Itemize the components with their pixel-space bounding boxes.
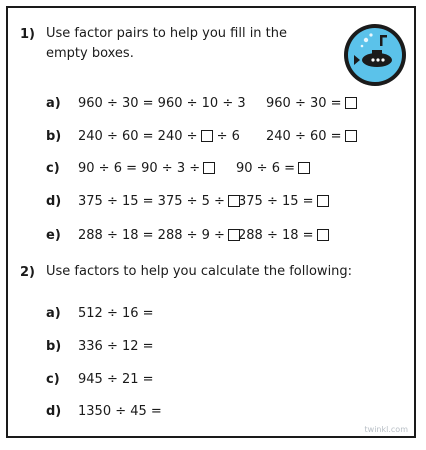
q1-part-a-right-expr [266,96,357,112]
question-2-text: Use factors to help you calculate the following: [46,264,353,279]
worksheet [6,6,416,438]
answer-box[interactable] [317,229,329,241]
q2-part-c-label: c) [46,372,60,387]
answer-box[interactable] [317,195,329,207]
q1-part-c-label: c) [46,161,60,176]
q1-part-a-left-text: 960 ÷ 30 = 960 ÷ 10 ÷ 3 [78,96,246,111]
q1-part-e-right-text: 288 ÷ 18 = [238,228,314,243]
answer-box[interactable] [203,162,215,174]
q1-part-b-left-text: 240 ÷ 60 = 240 ÷ [78,129,198,144]
answer-box[interactable] [345,97,357,109]
answer-box[interactable] [345,130,357,142]
footer-watermark: twinkl.com [364,425,408,434]
q2-part-b-label: b) [46,339,62,354]
q2-part-a-expr: 512 ÷ 16 = [78,306,154,321]
answer-box[interactable] [298,162,310,174]
q1-part-b-left-tail: ÷ 6 [216,129,240,144]
submarine-icon [342,22,408,88]
q1-part-d-right-expr [238,194,329,210]
q1-part-b-right-text: 240 ÷ 60 = [266,129,342,144]
question-1-number: 1) [20,27,35,42]
q1-part-c-right-expr [236,161,310,177]
q1-part-a-right-text: 960 ÷ 30 = [266,96,342,111]
q1-part-d-right-text: 375 ÷ 15 = [238,194,314,209]
q2-part-a-label: a) [46,306,61,321]
q2-part-c-expr: 945 ÷ 21 = [78,372,154,387]
answer-box[interactable] [201,130,213,142]
q1-part-b-right-expr [266,129,357,145]
q1-part-e-label: e) [46,228,61,243]
q1-part-e-right-expr [238,228,329,244]
q1-part-c-left-text: 90 ÷ 6 = 90 ÷ 3 ÷ [78,161,201,176]
q2-part-d-label: d) [46,404,62,419]
q1-part-c-left-expr [78,161,215,177]
question-2-number: 2) [20,265,35,280]
q1-part-e-left-expr [78,228,240,244]
q1-part-a-left-expr [78,96,246,112]
q1-part-d-left-expr [78,194,240,210]
q2-part-b-expr: 336 ÷ 12 = [78,339,154,354]
question-1-text-line1: Use factor pairs to help you fill in the [46,26,288,41]
question-1-text-line2: empty boxes. [46,46,134,61]
q1-part-a-label: a) [46,96,61,111]
q1-part-e-left-text: 288 ÷ 18 = 288 ÷ 9 ÷ [78,228,225,243]
q1-part-b-label: b) [46,129,62,144]
q1-part-c-right-text: 90 ÷ 6 = [236,161,295,176]
q1-part-d-label: d) [46,194,62,209]
q1-part-d-left-text: 375 ÷ 15 = 375 ÷ 5 ÷ [78,194,225,209]
q1-part-b-left-expr [78,129,240,145]
q2-part-d-expr: 1350 ÷ 45 = [78,404,162,419]
